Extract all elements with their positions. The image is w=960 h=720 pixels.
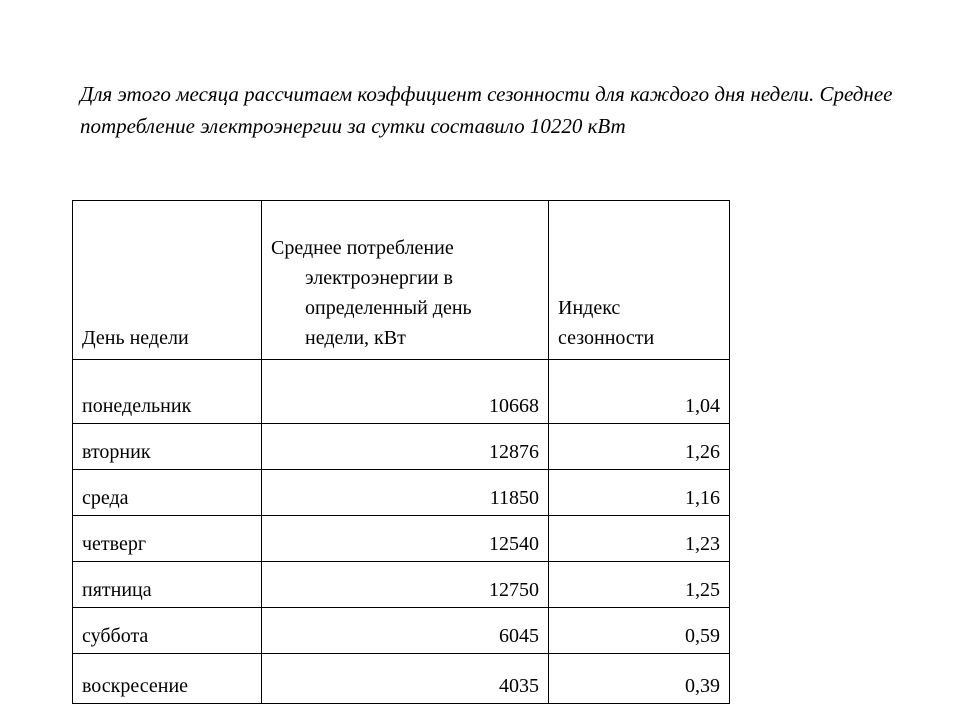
cell-day: четверг: [73, 516, 262, 562]
cell-index: 1,23: [549, 516, 730, 562]
table-row: [73, 360, 730, 424]
header-day-of-week: День недели: [73, 201, 262, 360]
cell-consumption: 6045: [262, 608, 549, 654]
table-row: [73, 424, 730, 470]
cell-consumption: 12540: [262, 516, 549, 562]
cell-index: 0,59: [549, 608, 730, 654]
seasonality-table: [72, 200, 730, 704]
cell-consumption: 12876: [262, 424, 549, 470]
cell-index: 1,04: [549, 360, 730, 424]
header-average-consumption-label: Среднее потребление электроэнергии в определенный день недели, кВт: [271, 237, 472, 349]
table-row: [73, 654, 730, 704]
table-header-row: [73, 201, 730, 360]
cell-day: воскресение: [73, 654, 262, 704]
cell-index: 1,16: [549, 470, 730, 516]
cell-consumption: 11850: [262, 470, 549, 516]
table-row: [73, 470, 730, 516]
cell-consumption: 10668: [262, 360, 549, 424]
cell-consumption: 4035: [262, 654, 549, 704]
header-average-consumption: [262, 201, 549, 360]
cell-day: среда: [73, 470, 262, 516]
table-row: [73, 516, 730, 562]
cell-index: 1,25: [549, 562, 730, 608]
header-seasonality-index: Индекс сезонности: [549, 201, 730, 360]
cell-index: 1,26: [549, 424, 730, 470]
cell-day: вторник: [73, 424, 262, 470]
cell-day: понедельник: [73, 360, 262, 424]
cell-consumption: 12750: [262, 562, 549, 608]
intro-paragraph: Для этого месяца рассчитаем коэффициент сезонности для каждого дня недели. Среднее потребление электроэнергии за сутки составило 10220 кВт: [80, 82, 893, 138]
table-row: [73, 608, 730, 654]
cell-index: 0,39: [549, 654, 730, 704]
table-row: [73, 562, 730, 608]
cell-day: пятница: [73, 562, 262, 608]
cell-day: суббота: [73, 608, 262, 654]
